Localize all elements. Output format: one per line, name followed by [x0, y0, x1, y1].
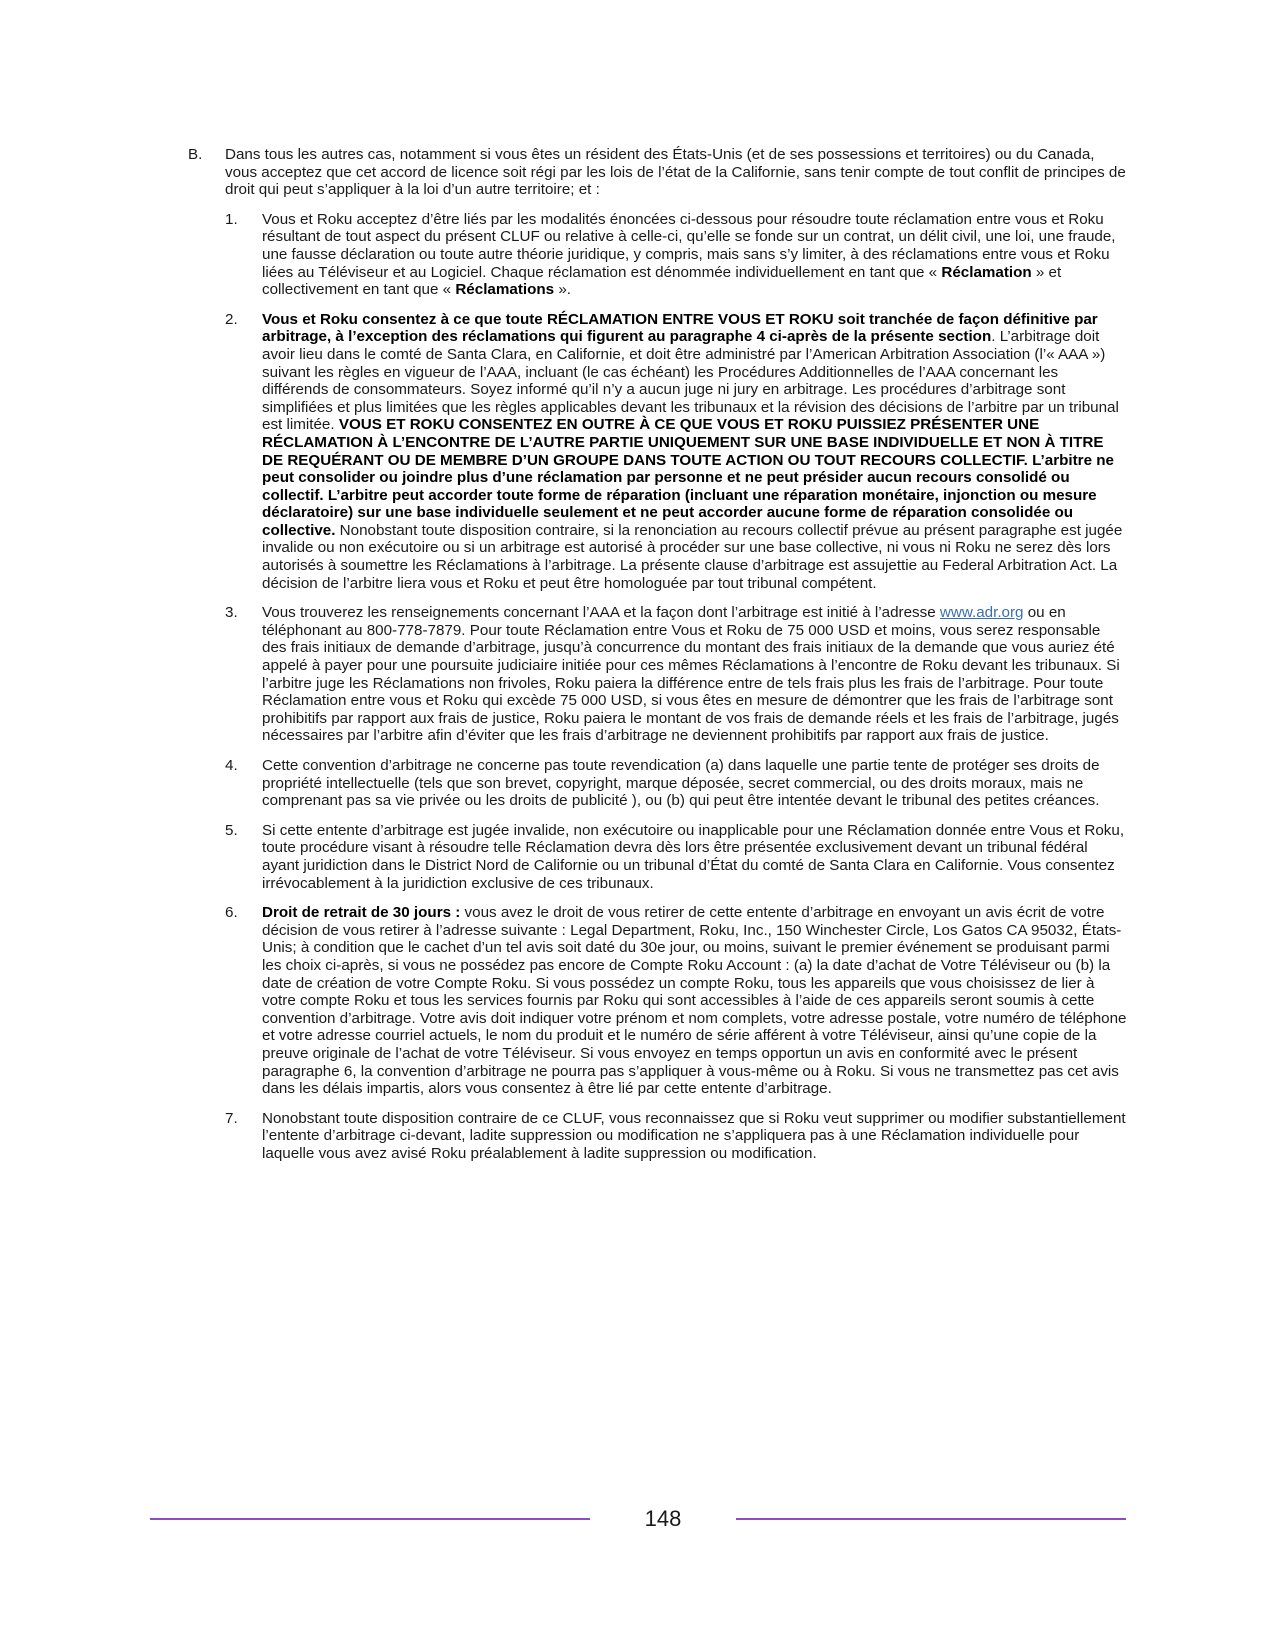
clause-6 — [225, 904, 1128, 1098]
page-content — [188, 146, 1128, 1174]
clause-5 — [225, 822, 1128, 892]
clause-text — [262, 904, 1128, 1098]
clause-7 — [225, 1110, 1128, 1163]
clause-number: 5. — [225, 821, 238, 839]
footer-rule-right — [736, 1518, 1126, 1520]
clause-1-text-a: Vous et Roku acceptez d’être liés par les modalités énoncées ci-dessous pour résoudre toute réclamation entre vous et Roku résultant de tout aspect du présent CLUF ou relative à celle-ci, qu’elle se fonde sur un contrat, un délit civil, une loi, une fraude, une fausse déclaration ou toute autre théorie juridique, y compris, mais sans s’y limiter, à des réclamations entre vous et Roku liées au Téléviseur et au Logiciel. Chaque réclamation est dénommée individuellement en tant que « — [262, 210, 1116, 281]
page-number: 148 — [644, 1506, 682, 1531]
clause-number: 7. — [225, 1109, 238, 1127]
section-b — [188, 146, 1128, 1174]
adr-link[interactable]: www.adr.org — [939, 604, 1024, 622]
clause-text: Cette convention d’arbitrage ne concerne pas toute revendication (a) dans laquelle une partie tente de protéger ses droits de propriété intellectuelle (tels que son brevet, copyright, marque déposée, secret commercial, ou des droits moraux, mais ne comprenant pas sa vie privée ou les droits de publicité ), ou (b) qui peut être intentée devant le tribunal des petites créances. — [262, 757, 1100, 810]
clause-2-text-a: . L’arbitrage doit avoir lieu dans le comté de Santa Clara, en Californie, et doit être administré par l’American Arbitration Association (l’« AAA ») suivant les règles en vigueur de l’AAA, incluant (le cas échéant) les Procédures Additionnelles de l’AAA concernant les différends de consommateurs. Soyez informé qu’il n’y a aucun juge ni jury en arbitrage. Les procédures d’arbitrage sont simplifiées et plus limitées que les règles applicables devant les tribunaux et la révision des décisions de l’arbitre par un tribunal est limitée. — [262, 328, 1119, 434]
clause-1-text-b: » et collectivement en tant que « — [262, 263, 1062, 299]
clause-2-bold-a: Vous et Roku consentez à ce que toute RÉCLAMATION ENTRE VOUS ET ROKU soit tranchée de façon définitive par arbitrage, à l’exception des réclamations qui figurent au paragraphe 4 ci-après de la présente section — [262, 310, 1098, 346]
clause-2 — [225, 311, 1128, 593]
section-intro: Dans tous les autres cas, notamment si vous êtes un résident des États-Unis (et de ses possessions et territoires) ou du Canada, vous acceptez que cet accord de licence soit régi par les lois de l’état de la Californie, sans tenir compte de tout conflit de principes de droit qui peut s’appliquer à la loi d’un autre territoire; et : — [225, 146, 1126, 199]
clause-number: 3. — [225, 604, 238, 622]
opt-out-heading: Droit de retrait de 30 jours : — [262, 904, 461, 922]
section-marker: B. — [188, 146, 203, 163]
clause-number: 6. — [225, 904, 238, 922]
clause-3 — [225, 604, 1128, 745]
clause-number: 4. — [225, 757, 238, 774]
clause-6-text: vous avez le droit de vous retirer de cette entente d’arbitrage en envoyant un avis écrit de votre décision de vous retirer à l’adresse suivante : Legal Department, Roku, Inc., 150 Winchester Circle, Los Gatos CA 95032, États-Unis; à condition que le cachet d’un tel avis soit daté du 30e jour, ou moins, suivant le premier événement se produisant parmi les choix ci-après, si vous ne possédez pas encore de Compte Roku Account : (a) la date d’achat de Votre Téléviseur ou (b) la date de création de votre Compte Roku. Si vous possédez un compte Roku, tous les appareils que vous choisissez de lier à votre compte Roku et tous les services fournis par Roku qui sont accessibles à l’aide de ces appareils seront soumis à cette convention d’arbitrage. Votre avis doit indiquer votre prénom et nom complets, votre adresse postale, votre numéro de téléphone et votre adresse courriel actuels, le nom du produit et le numéro de série afférent à votre Téléviseur, ainsi qu’une copie de la preuve originale de l’achat de votre Téléviseur. Si vous envoyez en temps opportun un avis en conformité avec le présent paragraphe 6, la convention d’arbitrage ne pourra pas s’appliquer à vous-même ou à Roku. Si vous ne transmettez pas cet avis dans les délais impartis, alors vous consentez à être lié par cette entente d’arbitrage. — [262, 904, 1127, 1098]
clause-1 — [225, 211, 1128, 299]
clause-2-bold-b: VOUS ET ROKU CONSENTEZ EN OUTRE À CE QUE VOUS ET ROKU PUISSIEZ PRÉSENTER UNE RÉCLAMATION À L’ENCONTRE DE L’AUTRE PARTIE UNIQUEMENT SUR UNE BASE INDIVIDUELLE ET NON À TITRE DE REQUÉRANT OU DE MEMBRE D’UN GROUPE DANS TOUTE ACTION OU TOUT RECOURS COLLECTIF. L’arbitre ne peut consolider ou joindre plus d’une réclamation par personne et ne peut présider aucun recours consolidé ou collectif. L’arbitre peut accorder toute forme de réparation (incluant une réparation monétaire, injonction ou mesure déclaratoire) sur une base individuelle seulement et ne peut accorder aucune forme de réparation consolidée ou collective. — [262, 416, 1114, 539]
clause-2-text-b: Nonobstant toute disposition contraire, si la renonciation au recours collectif prévue au présent paragraphe est jugée invalide ou non exécutoire ou si un arbitrage est autorisé à procéder sur une base collective, ni vous ni Roku ne serez dès lors autorisés à soumettre les Réclamations à l’arbitrage. La présente clause d’arbitrage est assujettie au Federal Arbitration Act. La décision de l’arbitre liera vous et Roku et peut être homologuée par tout tribunal compétent. — [262, 521, 1123, 592]
clause-3-text-a: Vous trouverez les renseignements concernant l’AAA et la façon dont l’arbitrage est initié à l’adresse — [262, 604, 940, 622]
clause-3-text-b: ou en téléphonant au 800-778-7879. Pour toute Réclamation entre Vous et Roku de 75 000 USD et moins, vous serez responsable des frais initiaux de demande d’arbitrage, jusqu’à concurrence du montant des frais initiaux de la demande que vous auriez été appelé à payer pour une poursuite judiciaire initiée pour ces mêmes Réclamations à l’encontre de Roku devant les tribunaux. Si l’arbitre juge les Réclamations non frivoles, Roku paiera la différence entre de tels frais plus les frais de l’arbitrage. Pour toute Réclamation entre vous et Roku qui excède 75 000 USD, si vous êtes en mesure de démontrer que les frais de l’arbitrage sont prohibitifs par rapport aux frais de justice, Roku paiera le montant de vos frais de demande réels et les frais de l’arbitrage, jugés nécessaires par l’arbitre afin d’éviter que les frais d’arbitrage ne deviennent prohibitifs par rapport aux frais de justice. — [262, 604, 1120, 745]
term-reclamations: Réclamations — [455, 281, 555, 299]
clause-text: Nonobstant toute disposition contraire de ce CLUF, vous reconnaissez que si Roku veut supprimer ou modifier substantiellement l’entente d’arbitrage ci-devant, ladite suppression ou modification ne s’appliquera pas à une Réclamation individuelle pour laquelle vous avez avisé Roku préalablement à ladite suppression ou modification. — [262, 1109, 1126, 1162]
clause-number: 2. — [225, 310, 238, 328]
term-reclamation: Réclamation — [941, 263, 1032, 281]
clause-text — [262, 311, 1128, 593]
clause-text — [262, 604, 1128, 745]
clause-number: 1. — [225, 210, 238, 228]
clause-1-text-c: ». — [554, 281, 571, 299]
clause-list — [225, 211, 1128, 1163]
footer-rule-left — [150, 1518, 590, 1520]
clause-text — [262, 211, 1128, 299]
section-body — [225, 146, 1128, 1174]
clause-4 — [225, 757, 1128, 810]
clause-text: Si cette entente d’arbitrage est jugée invalide, non exécutoire ou inapplicable pour une Réclamation donnée entre Vous et Roku, toute procédure visant à résoudre telle Réclamation devra dès lors être présentée exclusivement devant un tribunal fédéral ayant juridiction dans le District Nord de Californie ou un tribunal d’État du comté de Santa Clara en Californie. Vous consentez irrévocablement à la juridiction exclusive de ces tribunaux. — [262, 821, 1125, 892]
page-footer — [0, 1505, 1275, 1535]
